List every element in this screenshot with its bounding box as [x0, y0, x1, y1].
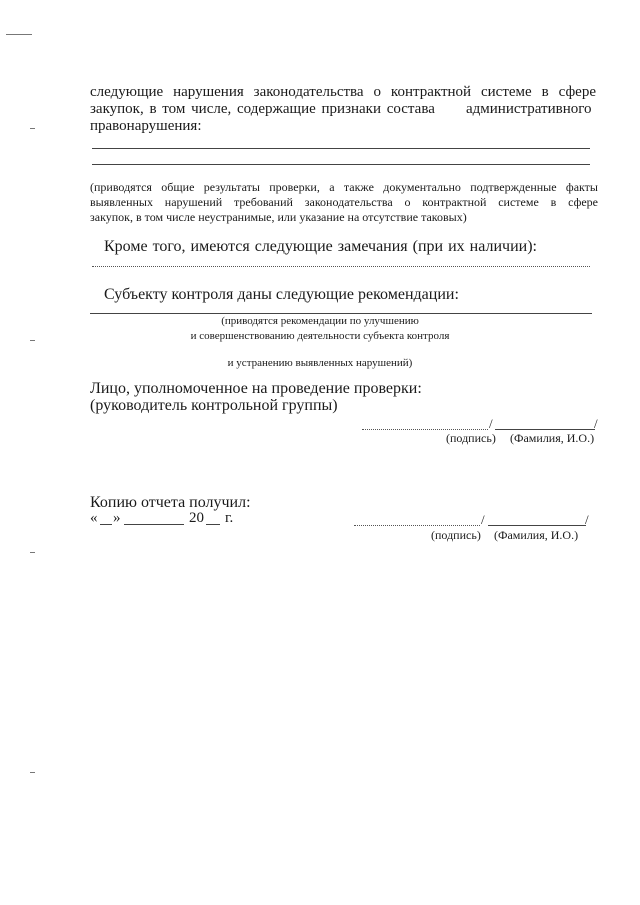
recommendations-note-line-1: (приводятся рекомендации по улучшению [221, 315, 419, 327]
violations-line-3: правонарушения: [90, 118, 202, 134]
inspector-title: Лицо, уполномоченное на проведение проверки: [90, 380, 422, 397]
receipt-name-line [488, 525, 586, 526]
receipt-separator: / [481, 512, 485, 527]
violations-fill-line-2 [92, 164, 590, 165]
date-open-quote: « [90, 510, 98, 526]
inspector-end-separator: / [594, 416, 598, 431]
violations-note-line-1: (приводятся общие результаты проверки, а также документально подтвержденные факты [90, 180, 598, 194]
date-close-quote: » [113, 510, 121, 526]
violations-note-line-3: закупок, в том числе неустранимые, или указание на отсутствие таковых) [90, 210, 467, 224]
date-year-suffix: г. [225, 510, 234, 526]
receipt-name-caption: (Фамилия, И.О.) [494, 528, 579, 542]
violations-line-1: следующие нарушения законодательства о контрактной системе в сфере [90, 84, 596, 100]
receipt-signature-caption: (подпись) [431, 528, 481, 542]
recommendations-fill-line [90, 313, 592, 314]
scan-mark [30, 552, 35, 553]
receipt-end-separator: / [585, 512, 589, 527]
date-month-line [124, 524, 184, 525]
inspector-name-caption: (Фамилия, И.О.) [510, 431, 595, 445]
violations-note-line-2: выявленных нарушений требований законодательства о контрактной системе в сфере [90, 195, 598, 209]
inspector-name-line [495, 429, 595, 430]
date-year-prefix: 20 [189, 510, 204, 526]
recommendations-text: Субъекту контроля даны следующие рекомендации: [104, 286, 459, 303]
receipt-title: Копию отчета получил: [90, 494, 251, 511]
recommendations-note-line-3: и устранению выявленных нарушений) [227, 357, 413, 369]
inspector-separator: / [489, 416, 493, 431]
violations-line-2a: закупок, в том числе, содержащие признаки состава [90, 101, 435, 117]
date-year-line [206, 524, 220, 525]
violations-fill-line-1 [92, 148, 590, 149]
scan-mark [30, 128, 35, 129]
scan-mark [6, 34, 32, 35]
inspector-signature-caption: (подпись) [446, 431, 496, 445]
inspector-signature-line [362, 429, 488, 430]
inspector-role: (руководитель контрольной группы) [90, 397, 338, 414]
violations-line-2b: административного [466, 101, 592, 117]
recommendations-note-line-2: и совершенствованию деятельности субъекта контроля [190, 330, 450, 342]
receipt-signature-line [354, 525, 480, 526]
scan-mark [30, 772, 35, 773]
date-day-line [100, 524, 112, 525]
remarks-fill-line [92, 266, 590, 267]
remarks-text: Кроме того, имеются следующие замечания (при их наличии): [104, 238, 537, 255]
